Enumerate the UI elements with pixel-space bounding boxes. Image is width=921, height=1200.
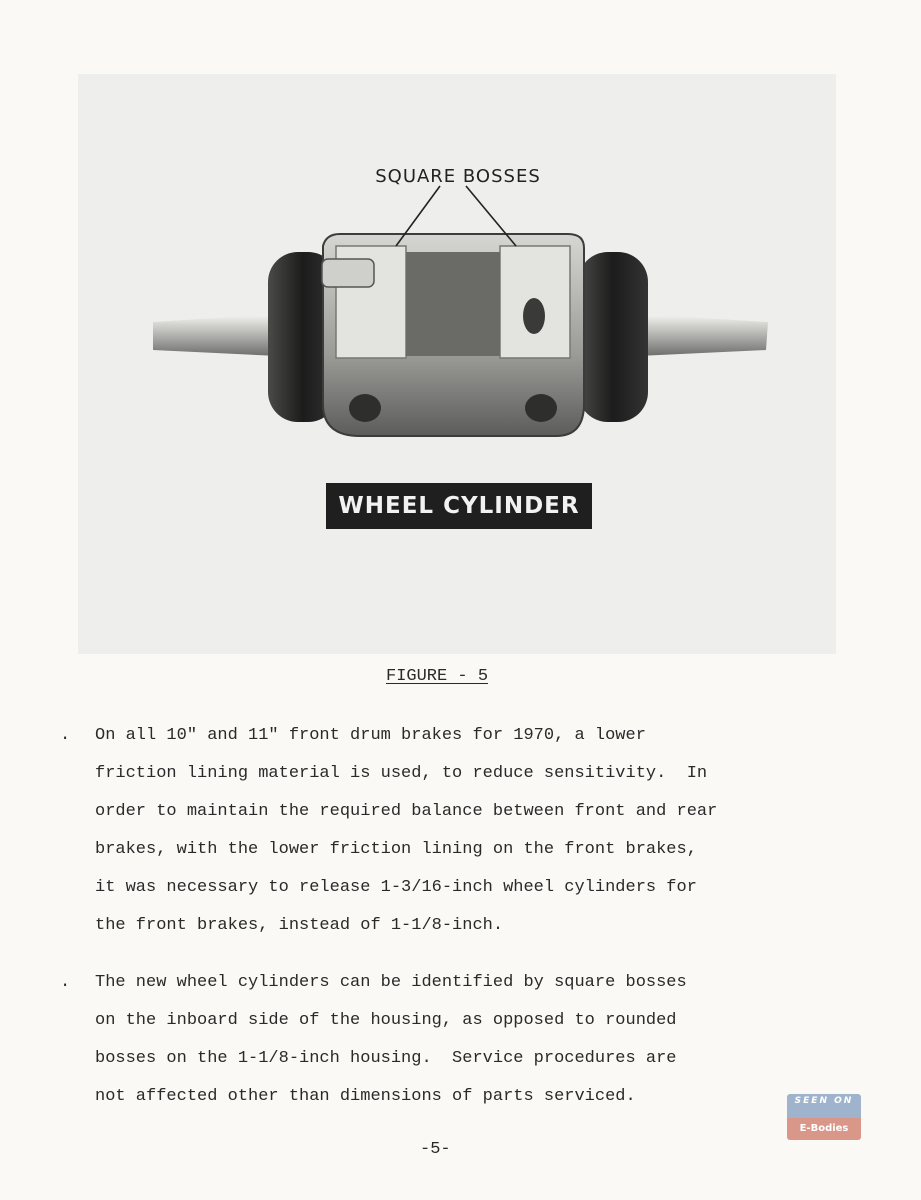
paragraph-2 — [60, 973, 840, 1125]
wheel-cylinder-illustration — [78, 74, 836, 654]
text-line: The new wheel cylinders can be identified by square bosses — [95, 973, 687, 992]
text-line: it was necessary to release 1-3/16-inch wheel cylinders for — [95, 878, 697, 897]
text-line: on the inboard side of the housing, as opposed to rounded — [95, 1011, 677, 1030]
page-number: -5- — [420, 1140, 451, 1159]
text-line: not affected other than dimensions of parts serviced. — [95, 1087, 636, 1106]
watermark-top-text: SEEN ON — [787, 1094, 861, 1118]
wheel-cylinder-nameplate: WHEEL CYLINDER — [326, 483, 592, 529]
figure-caption: FIGURE - 5 — [386, 667, 489, 686]
text-line: On all 10" and 11" front drum brakes for 1970, a lower — [95, 726, 646, 745]
mount-hole-right — [525, 394, 557, 422]
watermark-bottom-text: E-Bodies — [787, 1118, 861, 1140]
paragraph-1 — [60, 726, 840, 954]
square-bosses-callout: SQUARE BOSSES — [375, 166, 541, 187]
center-recess — [406, 252, 500, 356]
right-push-rod — [638, 314, 768, 356]
bleeder-valve — [322, 259, 374, 287]
text-line: friction lining material is used, to reduce sensitivity. In — [95, 764, 708, 783]
wheel-cylinder-photo — [78, 74, 836, 654]
text-line: order to maintain the required balance between front and rear — [95, 802, 718, 821]
left-push-rod — [153, 314, 278, 356]
bullet-point: . — [60, 726, 71, 745]
fluid-port — [523, 298, 545, 334]
text-line: bosses on the 1-1/8-inch housing. Service procedures are — [95, 1049, 677, 1068]
text-line: the front brakes, instead of 1-1/8-inch. — [95, 916, 504, 935]
bullet-point: . — [60, 973, 71, 992]
right-boot — [578, 252, 648, 422]
text-line: brakes, with the lower friction lining on the front brakes, — [95, 840, 697, 859]
mount-hole-left — [349, 394, 381, 422]
seen-on-e-bodies-watermark — [787, 1094, 861, 1140]
